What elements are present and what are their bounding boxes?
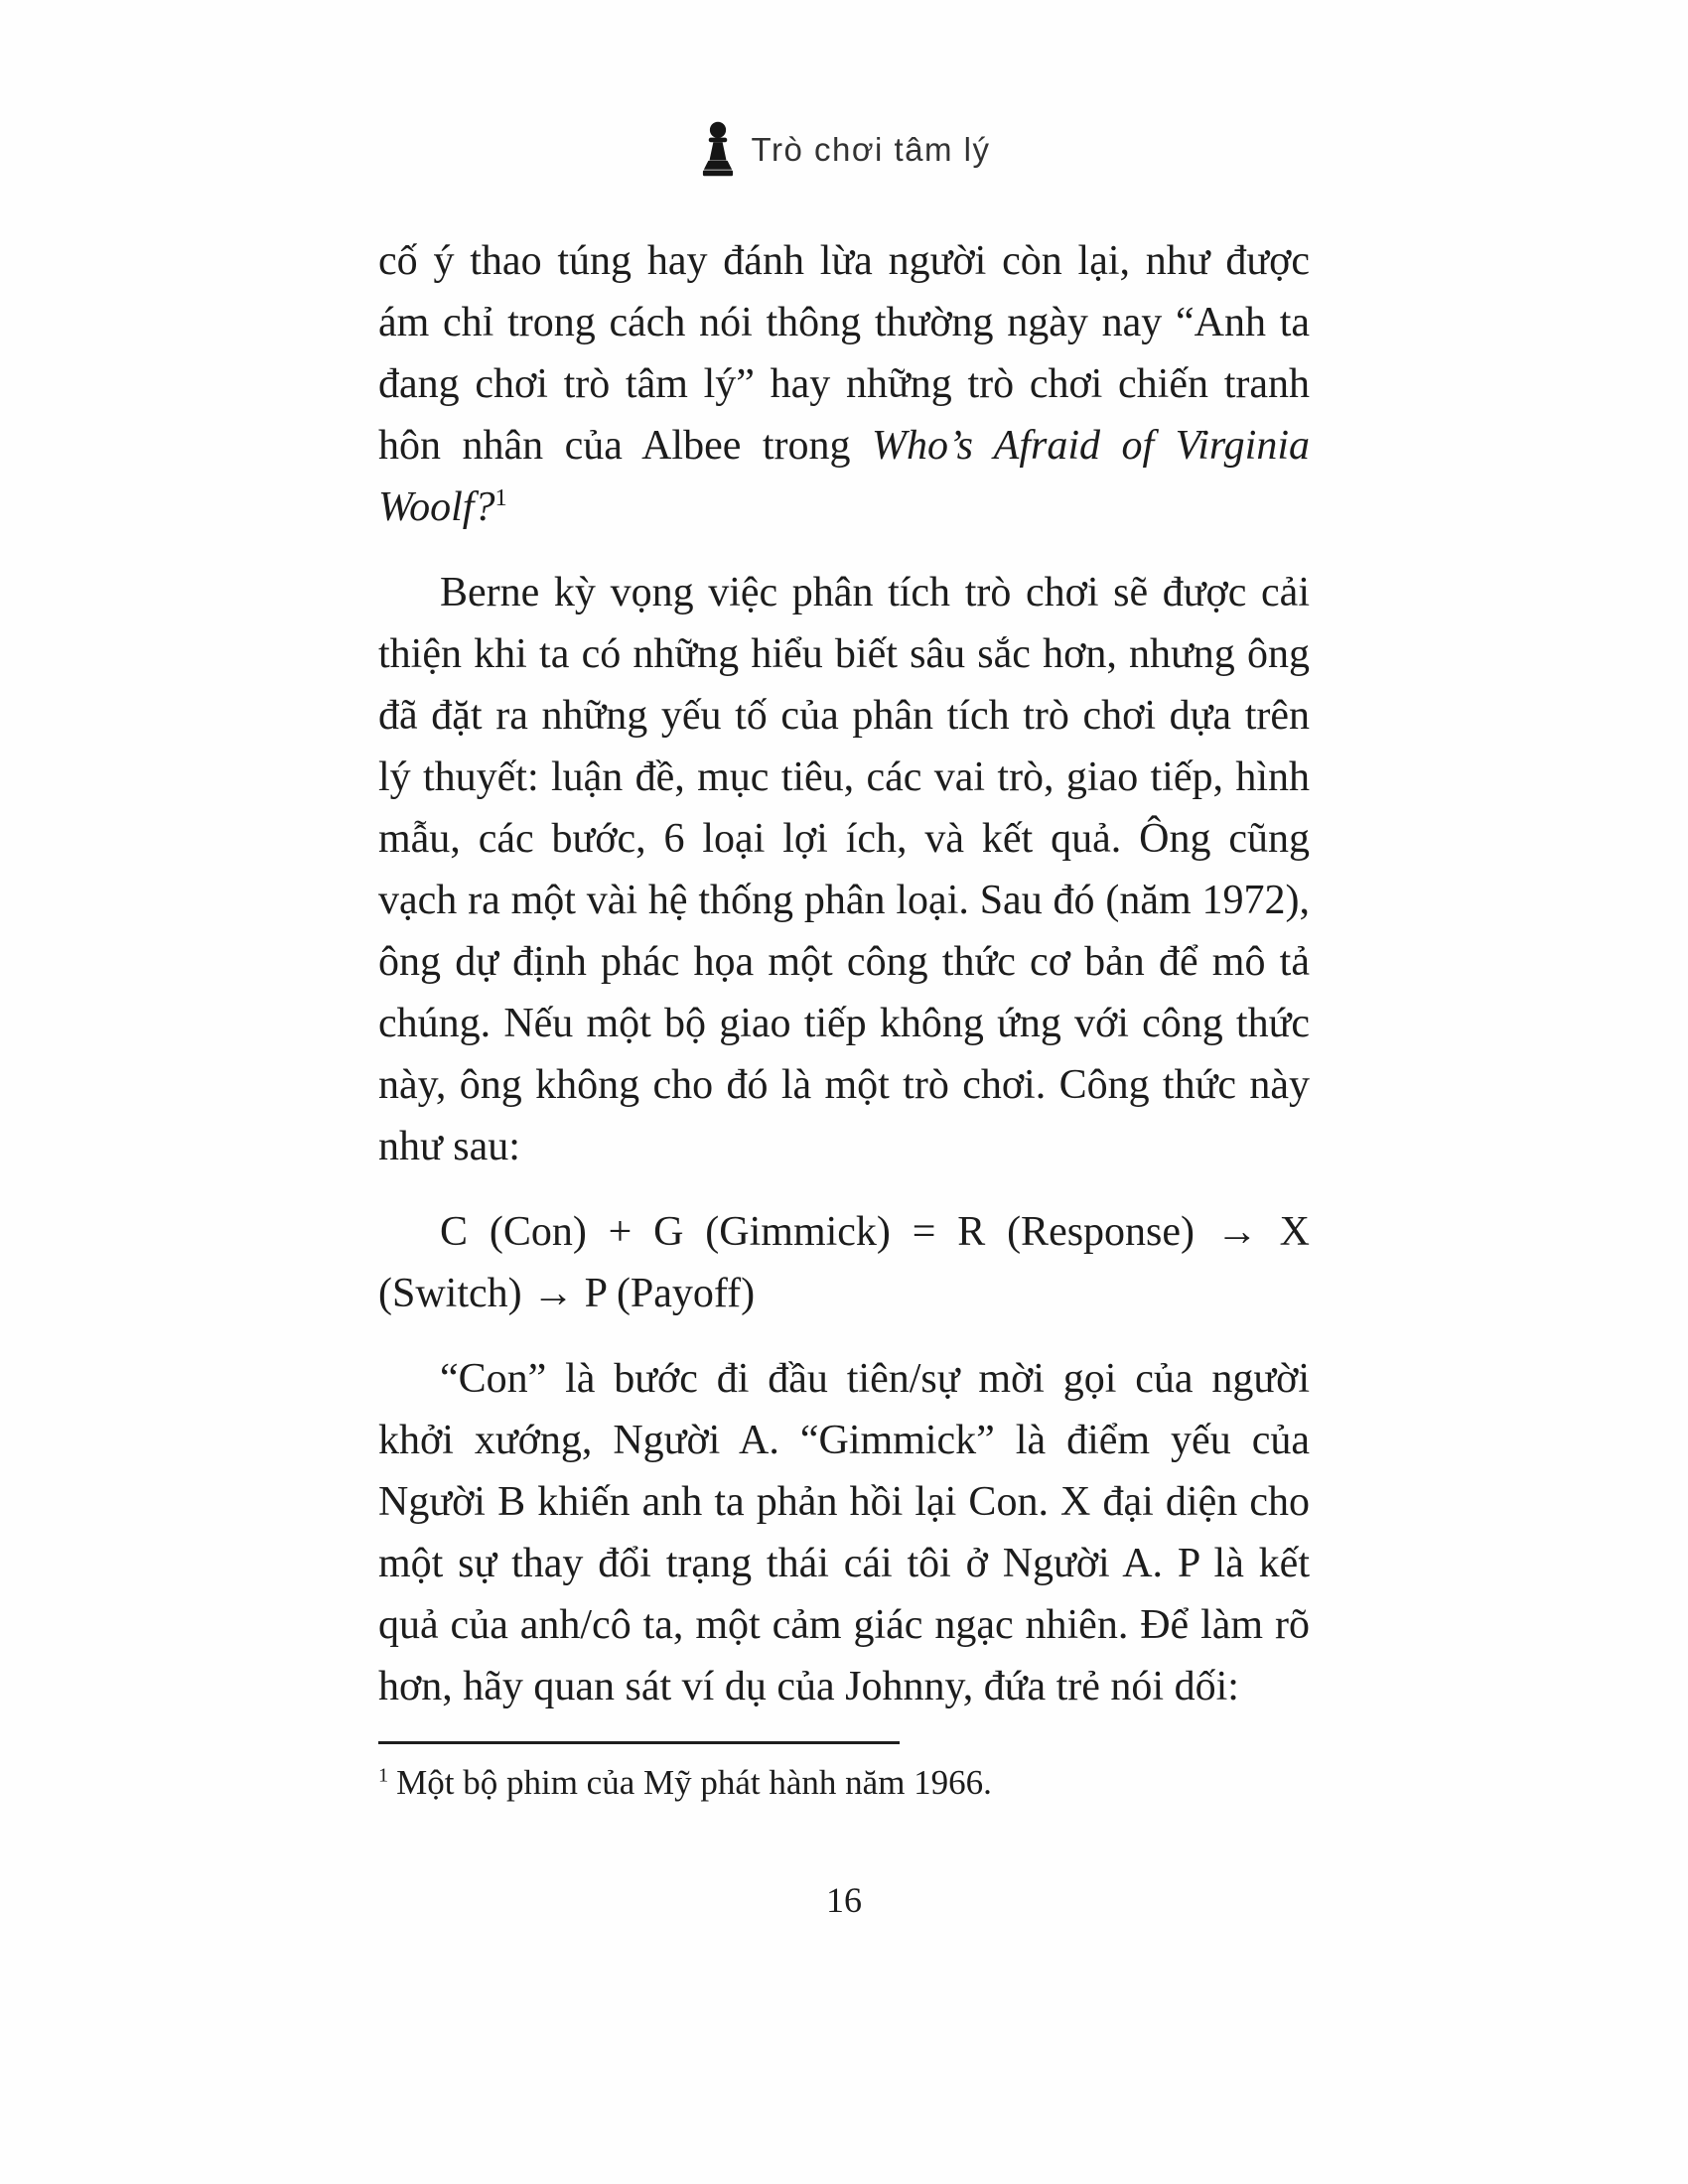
paragraph-2: Berne kỳ vọng việc phân tích trò chơi sẽ được cải thiện khi ta có những hiểu biết sâu sắc hơn, nhưng ông đã đặt ra những yếu tố của phân tích trò chơi dựa trên lý thuyết: luận đề, mục tiêu, các vai trò, giao tiếp, hình mẫu, các bước, 6 loại lợi ích, và kết quả. Ông cũng vạch ra một vài hệ thống phân loại. Sau đó (năm 1972), ông dự định phác họa một công thức cơ bản để mô tả chúng. Nếu một bộ giao tiếp không ứng với công thức này, ông không cho đó là một trò chơi. Công thức này như sau:: [378, 570, 1310, 1169]
footnote-reference: 1: [494, 484, 507, 511]
page-body: [378, 230, 1310, 1921]
footnote-divider: [378, 1741, 900, 1744]
formula-paragraph: C (Con) + G (Gimmick) = R (Response) → X (Switch) → P (Payoff): [378, 1209, 1310, 1316]
paragraph-3: “Con” là bước đi đầu tiên/sự mời gọi của người khởi xướng, Người A. “Gimmick” là điểm yếu của Người B khiến anh ta phản hồi lại Con. X đại diện cho một sự thay đổi trạng thái cái tôi ở Người A. P là kết quả của anh/cô ta, một cảm giác ngạc nhiên. Để làm rõ hơn, hãy quan sát ví dụ của Johnny, đứa trẻ nói dối:: [378, 1356, 1310, 1709]
paragraph-1-text: cố ý thao túng hay đánh lừa người còn lại, như được ám chỉ trong cách nói thông thường ngày nay “Anh ta đang chơi trò tâm lý” hay những trò chơi chiến tranh hôn nhân của Albee trong: [378, 238, 1310, 469]
running-head-title: Trò chơi tâm lý: [751, 131, 991, 168]
book-title-italic: Who’s Afraid of Virginia Woolf?: [378, 423, 1311, 530]
footnote-number: 1: [378, 1764, 389, 1787]
footnote: [378, 1758, 1310, 1808]
page-number: 16: [826, 1880, 862, 1920]
footnote-text: Một bộ phim của Mỹ phát hành năm 1966.: [396, 1763, 992, 1802]
chess-pawn-icon: [698, 121, 738, 179]
page-header: [0, 0, 1688, 179]
footnote-block: [378, 1741, 1310, 1808]
paragraph-1: [378, 230, 1310, 538]
